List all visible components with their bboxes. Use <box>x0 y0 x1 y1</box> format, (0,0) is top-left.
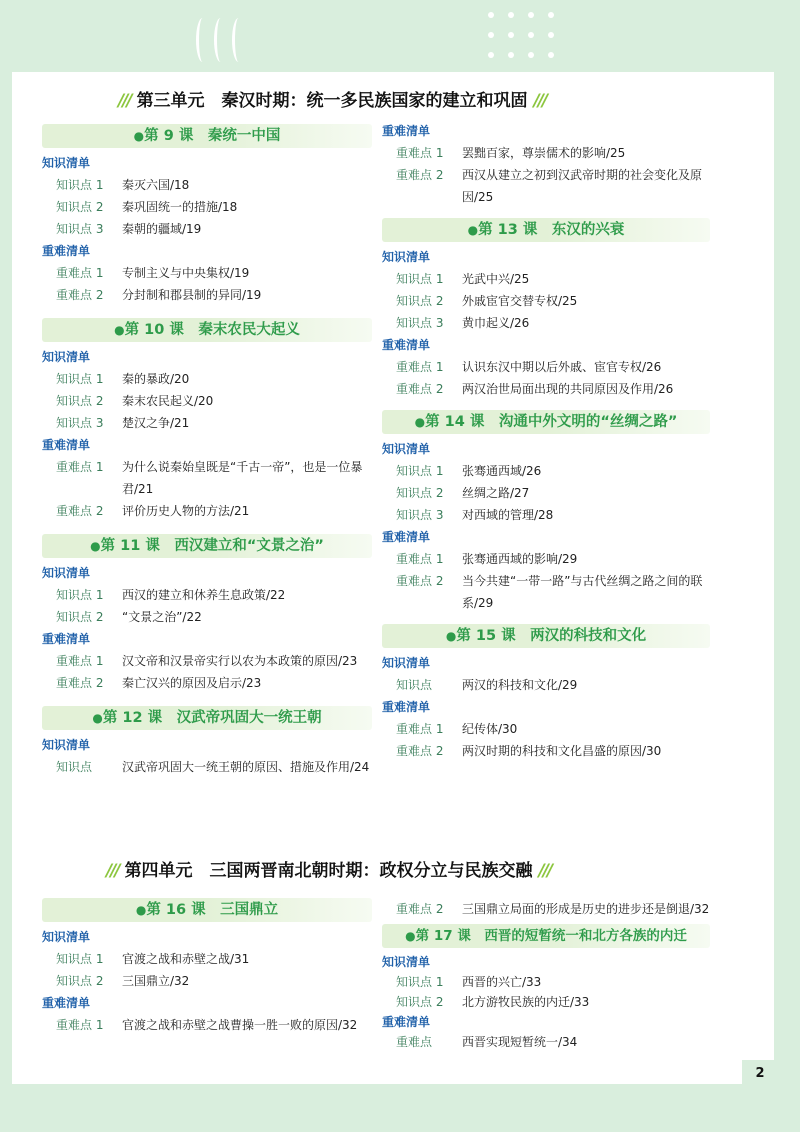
list-item: 重难点 2 三国鼎立局面的形成是历史的进步还是倒退/32 <box>396 902 710 916</box>
unit-title-text: 第四单元 三国两晋南北朝时期：政权分立与民族交融 <box>124 861 533 881</box>
key-points-heading: 重难清单 <box>382 124 431 138</box>
wave-decoration <box>196 18 209 62</box>
knowledge-list-heading: 知识清单 <box>42 156 91 170</box>
key-points-heading: 重难清单 <box>42 244 91 258</box>
list-item: 知识点 2 丝绸之路/27 <box>396 486 530 500</box>
bullet-icon: ● <box>90 539 101 553</box>
lesson-11 <box>42 534 372 694</box>
knowledge-list-heading: 知识清单 <box>382 955 431 969</box>
list-item: 知识点 1 光武中兴/25 <box>396 272 530 286</box>
knowledge-list-heading: 知识清单 <box>382 250 431 264</box>
lesson-title: ●第 10 课 秦末农民大起义 <box>42 318 372 342</box>
list-item: 重难点 2 分封制和郡县制的异同/19 <box>56 288 262 302</box>
bullet-icon: ● <box>445 629 457 643</box>
key-points-heading: 重难清单 <box>42 996 91 1010</box>
knowledge-list-heading: 知识清单 <box>42 738 91 752</box>
list-item: 重难点 2 评价历史人物的方法/21 <box>56 504 250 518</box>
slash-decoration: /// <box>538 861 552 881</box>
lesson-title: ●第 9 课 秦统一中国 <box>42 124 372 148</box>
knowledge-list-heading: 知识清单 <box>42 930 91 944</box>
lesson-10 <box>42 318 372 522</box>
list-item: 重难点 1 认识东汉中期以后外戚、宦官专权/26 <box>396 360 662 374</box>
key-points-heading: 重难清单 <box>382 1015 431 1029</box>
bullet-icon: ● <box>135 903 147 917</box>
list-item: 知识点 2 秦末农民起义/20 <box>56 394 214 408</box>
lesson-14 <box>382 410 710 614</box>
lesson-16 <box>42 898 372 1036</box>
key-points-heading: 重难清单 <box>382 530 431 544</box>
list-item: 知识点 1 秦灭六国/18 <box>56 178 190 192</box>
list-item: 知识点 3 楚汉之争/21 <box>56 416 190 430</box>
list-item: 知识点 3 黄巾起义/26 <box>396 316 530 330</box>
lesson-title: ●第 11 课 西汉建立和“文景之治” <box>42 534 372 558</box>
list-item: 知识点 2 北方游牧民族的内迁/33 <box>396 995 590 1009</box>
lesson-title: ●第 13 课 东汉的兴衰 <box>382 218 710 242</box>
bullet-icon: ● <box>405 929 416 943</box>
right-column <box>382 120 710 762</box>
list-item: 知识点 两汉的科技和文化/29 <box>396 678 578 692</box>
list-item: 重难点 1 专制主义与中央集权/19 <box>56 266 250 280</box>
lesson-title: ●第 14 课 沟通中外文明的“丝绸之路” <box>382 410 710 434</box>
bullet-icon: ● <box>92 711 103 725</box>
lesson-title: ●第 17 课 西晋的短暂统一和北方各族的内迁 <box>382 924 710 948</box>
lesson-title: ●第 12 课 汉武帝巩固大一统王朝 <box>42 706 372 730</box>
left-column <box>42 892 372 1036</box>
knowledge-list-heading: 知识清单 <box>42 566 91 580</box>
list-item: 知识点 3 对西域的管理/28 <box>396 508 554 522</box>
unit-title <box>118 90 546 112</box>
list-item: 知识点 2 外戚宦官交替专权/25 <box>396 294 578 308</box>
list-item: 知识点 汉武帝巩固大一统王朝的原因、措施及作用/24 <box>56 760 370 774</box>
list-item: 重难点 1 张骞通西域的影响/29 <box>396 552 578 566</box>
lesson-9 <box>42 124 372 306</box>
list-item: 知识点 1 秦的暴政/20 <box>56 372 190 386</box>
bullet-icon: ● <box>467 223 479 237</box>
dot-pattern-decoration <box>488 12 558 68</box>
key-points-heading: 重难清单 <box>382 338 431 352</box>
key-points-heading: 重难清单 <box>42 632 91 646</box>
unit-title-text: 第三单元 秦汉时期：统一多民族国家的建立和巩固 <box>136 91 528 111</box>
list-item: 知识点 2 秦巩固统一的措施/18 <box>56 200 238 214</box>
wave-decoration <box>214 18 227 62</box>
page-number: 2 <box>742 1060 778 1088</box>
lesson-13 <box>382 218 710 400</box>
left-column <box>42 118 372 778</box>
bullet-icon: ● <box>414 415 426 429</box>
list-item: 重难点 1 罢黜百家，尊崇儒术的影响/25 <box>396 146 626 160</box>
key-points-heading: 重难清单 <box>42 438 91 452</box>
list-item: 重难点 西晋实现短暂统一/34 <box>396 1035 578 1049</box>
list-item: 重难点 2 两汉治世局面出现的共同原因及作用/26 <box>396 382 674 396</box>
list-item: 重难点 2 当今共建“一带一路”与古代丝绸之路之间的联系/29 <box>396 574 703 610</box>
list-item: 重难点 1 汉文帝和汉景帝实行以农为本政策的原因/23 <box>56 654 358 668</box>
list-item: 重难点 2 西汉从建立之初到汉武帝时期的社会变化及原因/25 <box>396 168 703 204</box>
key-points-heading: 重难清单 <box>382 700 431 714</box>
knowledge-list-heading: 知识清单 <box>382 442 431 456</box>
wave-decoration <box>232 18 245 62</box>
lesson-title: ●第 16 课 三国鼎立 <box>42 898 372 922</box>
bullet-icon: ● <box>114 323 125 337</box>
lesson-17 <box>382 924 710 1052</box>
slash-decoration: /// <box>533 91 547 111</box>
list-item: 重难点 1 官渡之战和赤壁之战曹操一胜一败的原因/32 <box>56 1018 358 1032</box>
right-column <box>382 898 710 1052</box>
list-item: 重难点 2 两汉时期的科技和文化昌盛的原因/30 <box>396 744 662 758</box>
lesson-12 <box>42 706 372 778</box>
knowledge-list-heading: 知识清单 <box>382 656 431 670</box>
slash-decoration: /// <box>118 91 131 111</box>
unit-title <box>106 860 551 882</box>
list-item: 重难点 2 秦亡汉兴的原因及启示/23 <box>56 676 262 690</box>
list-item: 知识点 1 官渡之战和赤壁之战/31 <box>56 952 250 966</box>
list-item: 知识点 1 张骞通西域/26 <box>396 464 542 478</box>
list-item: 知识点 1 西晋的兴亡/33 <box>396 975 542 989</box>
list-item: 知识点 2 三国鼎立/32 <box>56 974 190 988</box>
list-item: 重难点 1 纪传体/30 <box>396 722 518 736</box>
knowledge-list-heading: 知识清单 <box>42 350 91 364</box>
list-item: 重难点 1 为什么说秦始皇既是“千古一帝”，也是一位暴君/21 <box>56 460 363 496</box>
list-item: 知识点 2 “文景之治”/22 <box>56 610 202 624</box>
bullet-icon: ● <box>133 129 145 143</box>
lesson-title: ●第 15 课 两汉的科技和文化 <box>382 624 710 648</box>
list-item: 知识点 1 西汉的建立和休养生息政策/22 <box>56 588 286 602</box>
slash-decoration: /// <box>106 861 119 881</box>
lesson-15 <box>382 624 710 762</box>
list-item: 知识点 3 秦朝的疆域/19 <box>56 222 202 236</box>
